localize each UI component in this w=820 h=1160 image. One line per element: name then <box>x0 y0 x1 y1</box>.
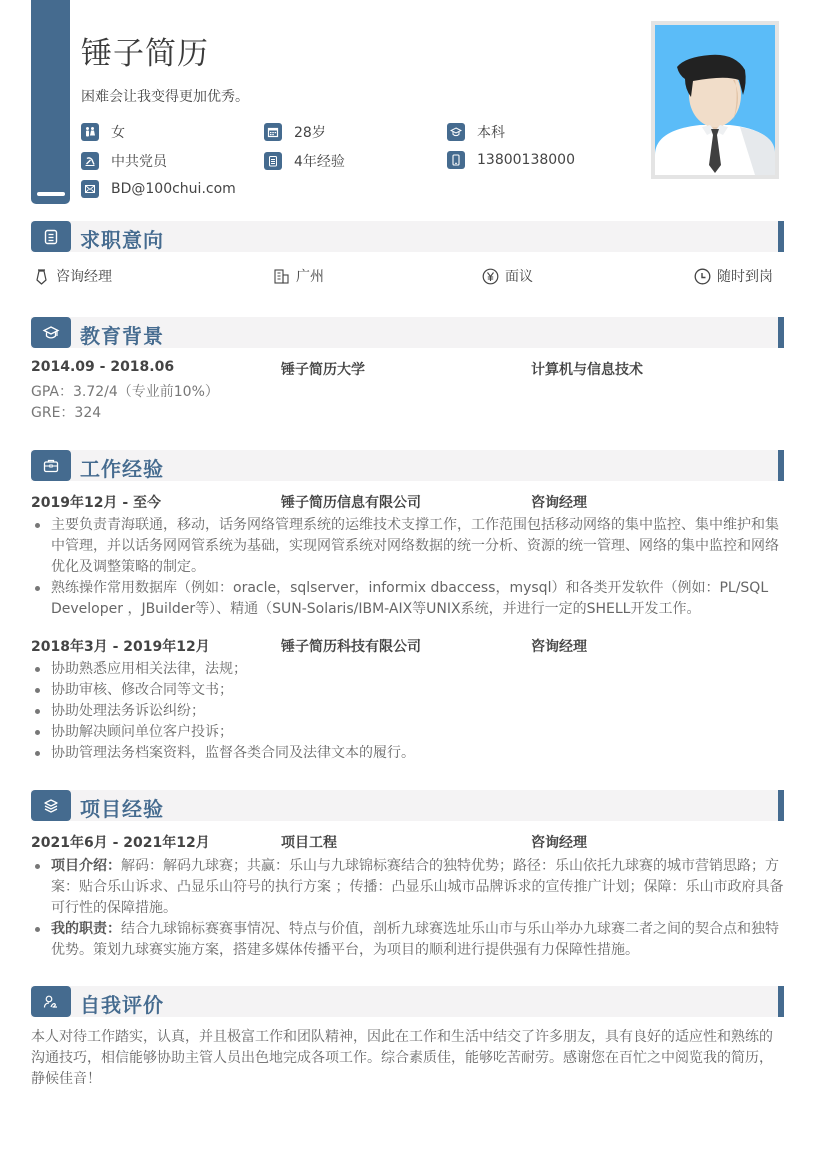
job-duties-list <box>31 659 786 764</box>
section-end-bar <box>778 450 784 481</box>
accent-bar <box>31 0 70 204</box>
intent-position <box>33 266 112 286</box>
education-major: 计算机与信息技术 <box>531 362 643 378</box>
section-title: 自我评价 <box>80 993 164 1017</box>
section-title: 项目经验 <box>80 797 164 821</box>
calendar-icon <box>264 123 282 141</box>
section-title: 求职意向 <box>80 228 164 252</box>
job-company: 锤子简历科技有限公司 <box>281 639 421 655</box>
self-evaluation-text: 本人对待工作踏实，认真，并且极富工作和团队精神，因此在工作和生活中结交了许多朋友，具有良好的适应性和熟练的沟通技巧，相信能够协助主管人员出色地完成各项工作。综合素质佳，能够吃苦耐劳。感谢您在百忙之中阅览我的简历，静候佳音！ <box>31 1029 773 1087</box>
list-item <box>31 919 786 961</box>
tie-icon <box>33 268 50 285</box>
list-item: 协助审核、修改合同等文书； <box>31 680 786 701</box>
section-header-intent <box>31 221 784 252</box>
graduation-cap-icon <box>447 123 465 141</box>
layers-icon <box>31 790 71 821</box>
list-item: 熟练操作常用数据库（例如：oracle，sqlserver，informix dbaccess，mysql）和各类开发软件（例如：PL/SQL Developer ，JBuilder等）、精通（SUN-Solaris/IBM-AIX等UNIX系统，并进行一定的SHELL开发工作。 <box>31 578 786 620</box>
yuan-icon <box>482 268 499 285</box>
section-header-education <box>31 317 784 348</box>
info-email <box>81 180 236 198</box>
section-title: 教育背景 <box>80 324 164 348</box>
email-value[interactable]: BD@100chui.com <box>111 181 236 197</box>
section-header-work <box>31 450 784 481</box>
job-role: 咨询经理 <box>531 495 587 511</box>
info-degree <box>447 122 505 142</box>
project-role: 咨询经理 <box>531 835 587 851</box>
clipboard-icon <box>31 221 71 252</box>
graduation-cap-icon <box>31 317 71 348</box>
list-item: 协助处理法务诉讼纠纷； <box>31 701 786 722</box>
phone-value[interactable]: 13800138000 <box>477 152 575 168</box>
intent-availability-value: 随时到岗 <box>717 269 773 285</box>
avatar-illustration <box>655 25 775 175</box>
user-edit-icon <box>31 986 71 1017</box>
experience-value: 4年经验 <box>294 154 345 170</box>
education-gre: GRE：324 <box>31 405 102 421</box>
bullet-text: 结合九球锦标赛赛事情况、特点与价值，剖析九球赛选址乐山市与乐山举办九球赛二者之间的契合点和独特优势。策划九球赛实施方案，搭建多媒体传播平台，为项目的顺利进行提供强有力保障性措施。 <box>51 921 779 958</box>
section-header-project <box>31 790 784 821</box>
politics-value: 中共党员 <box>111 154 167 170</box>
job-role: 咨询经理 <box>531 639 587 655</box>
info-age <box>264 122 326 142</box>
building-icon <box>273 268 290 285</box>
education-period: 2014.09 - 2018.06 <box>31 359 175 375</box>
profile-photo <box>651 21 779 179</box>
section-header-self <box>31 986 784 1017</box>
list-item: 主要负责青海联通，移动，话务网络管理系统的运维技术支撑工作，工作范围包括移动网络的集中监控、集中维护和集中管理，并以话务网网管系统为基础，实现网管系统对网络数据的统一分析、资源的统一管理、网络的集中监控和网络优化及调整策略的制定。 <box>31 515 786 578</box>
intent-availability <box>694 266 773 286</box>
motto: 困难会让我变得更加优秀。 <box>81 89 249 105</box>
project-details-list <box>31 856 786 961</box>
info-phone <box>447 151 575 169</box>
info-politics <box>81 151 167 171</box>
job-period: 2018年3月 - 2019年12月 <box>31 639 210 655</box>
age-value: 28岁 <box>294 125 326 141</box>
clipboard-icon <box>264 152 282 170</box>
briefcase-icon <box>31 450 71 481</box>
info-gender <box>81 122 125 142</box>
list-item: 协助管理法务档案资料，监督各类合同及法律文本的履行。 <box>31 743 786 764</box>
list-item: 协助熟悉应用相关法律，法规； <box>31 659 786 680</box>
gender-icon <box>81 123 99 141</box>
degree-value: 本科 <box>477 125 505 141</box>
bullet-label: 我的职责： <box>51 921 121 937</box>
list-item: 协助解决顾问单位客户投诉； <box>31 722 786 743</box>
section-end-bar <box>778 986 784 1017</box>
bullet-label: 项目介绍： <box>51 858 121 874</box>
bullet-text: 解码：解码九球赛；共赢：乐山与九球锦标赛结合的独特优势；路径：乐山依托九球赛的城市营销思路；方案：贴合乐山诉求、凸显乐山符号的执行方案 ；传播：凸显乐山城市品牌诉求的宣传推广计划；保障：乐山市政府具备可行性的保障措施。 <box>51 858 784 916</box>
intent-city <box>273 266 324 286</box>
project-name: 项目工程 <box>281 835 337 851</box>
accent-dash <box>37 192 65 196</box>
education-gpa: GPA：3.72/4（专业前10%） <box>31 384 219 400</box>
project-period: 2021年6月 - 2021年12月 <box>31 835 210 851</box>
section-title: 工作经验 <box>80 457 164 481</box>
job-duties-list <box>31 515 786 620</box>
clock-icon <box>694 268 711 285</box>
section-end-bar <box>778 790 784 821</box>
section-end-bar <box>778 317 784 348</box>
info-experience <box>264 151 345 171</box>
job-period: 2019年12月 - 至今 <box>31 495 162 511</box>
party-icon <box>81 152 99 170</box>
education-school: 锤子简历大学 <box>281 362 365 378</box>
section-end-bar <box>778 221 784 252</box>
list-item <box>31 856 786 919</box>
intent-salary-value: 面议 <box>505 269 533 285</box>
intent-position-value: 咨询经理 <box>56 269 112 285</box>
resume-name: 锤子简历 <box>81 36 209 72</box>
job-company: 锤子简历信息有限公司 <box>281 495 421 511</box>
gender-value: 女 <box>111 125 125 141</box>
intent-salary <box>482 266 533 286</box>
phone-icon <box>447 151 465 169</box>
intent-city-value: 广州 <box>296 269 324 285</box>
mail-icon <box>81 180 99 198</box>
